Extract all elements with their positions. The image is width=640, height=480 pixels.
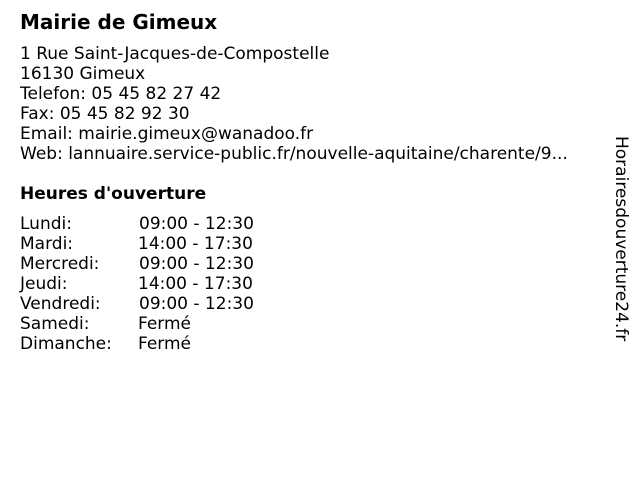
address-line-city: 16130 Gimeux [20,64,146,84]
phone-number: Telefon: 05 45 82 27 42 [20,84,222,104]
time-range: Fermé [138,334,192,354]
day-label: Mercredi: [20,254,100,274]
contact-info [20,44,568,164]
day-label: Vendredi: [20,294,101,314]
day-label: Jeudi: [20,274,68,294]
time-range: Fermé [138,314,192,334]
time-range: 09:00 - 12:30 [139,294,254,314]
time-range: 14:00 - 17:30 [138,234,253,254]
day-label: Samedi: [20,314,90,334]
address-line-street: 1 Rue Saint-Jacques-de-Compostelle [20,44,330,64]
time-range: 14:00 - 17:30 [138,274,253,294]
opening-hours-heading: Heures d'ouverture [20,184,207,204]
fax-number: Fax: 05 45 82 92 30 [20,104,190,124]
day-label: Mardi: [20,234,74,254]
brand-watermark-text: Horairesdouverture24.fr [611,136,631,342]
email-address: Email: mairie.gimeux@wanadoo.fr [20,124,314,144]
time-range: 09:00 - 12:30 [139,214,254,234]
time-range: 09:00 - 12:30 [139,254,254,274]
day-label: Lundi: [20,214,72,234]
page-title: Mairie de Gimeux [20,10,218,34]
day-label: Dimanche: [20,334,112,354]
website-url: Web: lannuaire.service-public.fr/nouvelle-aquitaine/charente/9... [20,144,568,164]
